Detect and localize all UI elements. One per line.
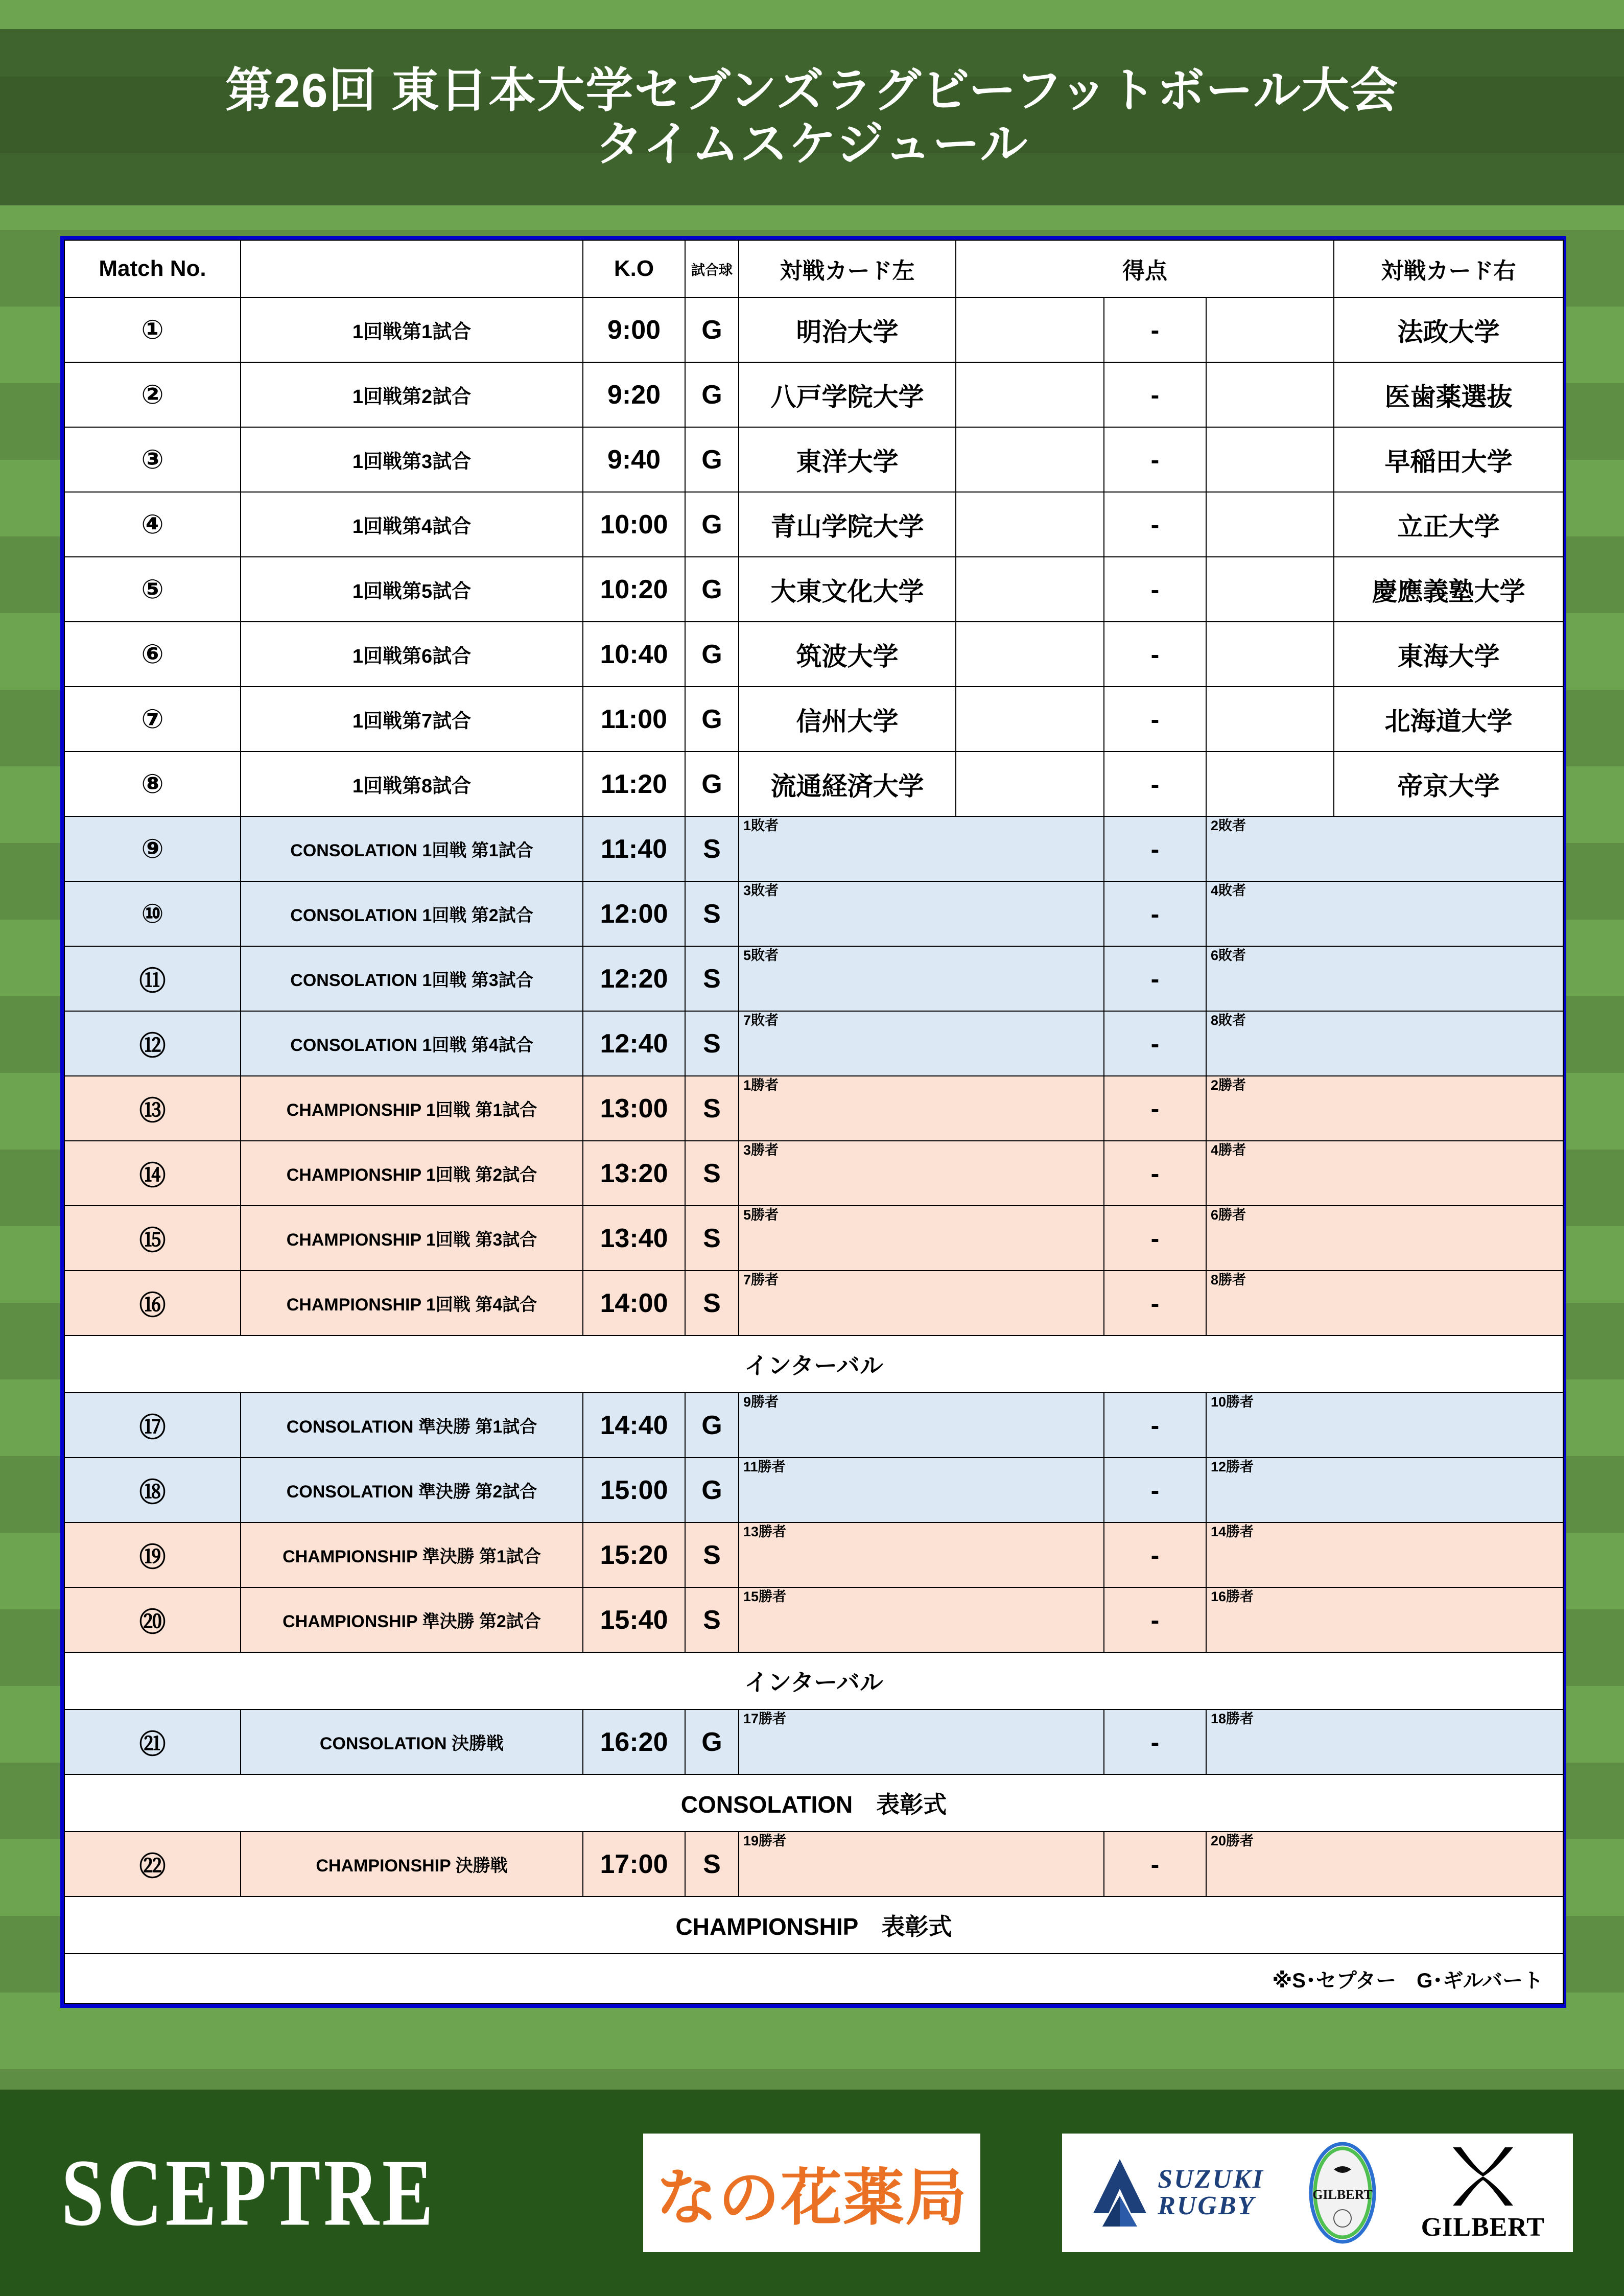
team-left-seed-cell (739, 946, 1104, 1011)
team-left-seed-cell (739, 1587, 1104, 1652)
score-right-cell (1206, 752, 1334, 816)
team-left-seed-label: 7勝者 (743, 1272, 779, 1287)
round-name-cell: CHAMPIONSHIP 準決勝 第1試合 (241, 1522, 583, 1587)
table-row (64, 1141, 1563, 1206)
team-right-seed-label: 12勝者 (1211, 1459, 1254, 1474)
round-name-cell: CHAMPIONSHIP 1回戦 第4試合 (241, 1271, 583, 1336)
table-body (64, 297, 1563, 2004)
schedule-table-container (60, 236, 1566, 2008)
team-right-seed-label: 2敗者 (1211, 818, 1246, 833)
team-right-seed-cell (1206, 1587, 1563, 1652)
score-right-cell (1206, 362, 1334, 427)
schedule-table (64, 240, 1564, 2004)
team-left-seed-label: 3敗者 (743, 883, 779, 898)
match-number-cell: ⑱ (64, 1458, 241, 1522)
team-left-cell: 明治大学 (739, 297, 956, 362)
round-name-cell: 1回戦第8試合 (241, 752, 583, 816)
table-row (64, 1458, 1563, 1522)
sponsor-logo-group-gilbert (1062, 2134, 1573, 2252)
team-right-seed-label: 16勝者 (1211, 1589, 1254, 1604)
team-left-seed-label: 1敗者 (743, 818, 779, 833)
kickoff-time-cell: 9:40 (583, 427, 685, 492)
team-right-seed-cell (1206, 1522, 1563, 1587)
table-row (64, 1587, 1563, 1652)
score-dash-cell: - (1104, 1206, 1206, 1271)
match-ball-cell: G (685, 687, 739, 752)
team-right-seed-label: 18勝者 (1211, 1711, 1254, 1726)
score-dash-cell: - (1104, 1011, 1206, 1076)
table-row (64, 297, 1563, 362)
match-ball-cell: S (685, 946, 739, 1011)
score-left-cell (956, 492, 1104, 557)
team-right-seed-label: 10勝者 (1211, 1394, 1254, 1410)
ball-brand-text: GILBERT (1312, 2187, 1373, 2202)
team-right-seed-cell (1206, 1141, 1563, 1206)
score-dash-cell: - (1104, 362, 1206, 427)
col-header-card-left: 対戦カード左 (739, 240, 956, 297)
team-left-cell: 東洋大学 (739, 427, 956, 492)
match-ball-cell: S (685, 816, 739, 881)
team-right-cell: 立正大学 (1334, 492, 1563, 557)
team-right-seed-label: 20勝者 (1211, 1833, 1254, 1848)
match-ball-cell: S (685, 1832, 739, 1896)
score-dash-cell: - (1104, 946, 1206, 1011)
kickoff-time-cell: 10:40 (583, 622, 685, 687)
kickoff-time-cell: 13:40 (583, 1206, 685, 1271)
col-header-card-right: 対戦カード右 (1334, 240, 1563, 297)
footnote-cell: ※S･セプター G･ギルバート (64, 1954, 1563, 2004)
score-dash-cell: - (1104, 557, 1206, 622)
score-dash-cell: - (1104, 1271, 1206, 1336)
score-dash-cell: - (1104, 687, 1206, 752)
score-left-cell (956, 557, 1104, 622)
header-row (64, 240, 1563, 297)
kickoff-time-cell: 10:00 (583, 492, 685, 557)
score-right-cell (1206, 622, 1334, 687)
team-left-seed-label: 5勝者 (743, 1207, 779, 1223)
col-header-score: 得点 (956, 240, 1334, 297)
score-dash-cell: - (1104, 1709, 1206, 1774)
round-name-cell: CONSOLATION 1回戦 第3試合 (241, 946, 583, 1011)
team-right-seed-cell (1206, 816, 1563, 881)
match-number-cell: ⑬ (64, 1076, 241, 1141)
kickoff-time-cell: 14:00 (583, 1271, 685, 1336)
table-row-span (64, 1896, 1563, 1954)
span-label-cell: CONSOLATION 表彰式 (64, 1774, 1563, 1832)
kickoff-time-cell: 11:00 (583, 687, 685, 752)
match-number-cell: ⑭ (64, 1141, 241, 1206)
round-name-cell: 1回戦第4試合 (241, 492, 583, 557)
team-right-seed-label: 4敗者 (1211, 883, 1246, 898)
match-number-cell: ③ (64, 427, 241, 492)
col-header-ball: 試合球 (685, 240, 739, 297)
kickoff-time-cell: 11:20 (583, 752, 685, 816)
team-right-seed-cell (1206, 1832, 1563, 1896)
rugby-ball-icon (1304, 2142, 1381, 2244)
team-left-seed-label: 17勝者 (743, 1711, 787, 1726)
round-name-cell: CONSOLATION 準決勝 第2試合 (241, 1458, 583, 1522)
page-title-band (0, 29, 1624, 205)
match-ball-cell: S (685, 1076, 739, 1141)
suzuki-line2: RUGBY (1158, 2191, 1256, 2220)
team-left-seed-label: 7敗者 (743, 1013, 779, 1028)
score-right-cell (1206, 492, 1334, 557)
table-row (64, 622, 1563, 687)
kickoff-time-cell: 17:00 (583, 1832, 685, 1896)
match-number-cell: ⑫ (64, 1011, 241, 1076)
team-right-seed-cell (1206, 1076, 1563, 1141)
match-ball-cell: G (685, 362, 739, 427)
sponsor-logo-suzuki-rugby (1090, 2152, 1264, 2234)
kickoff-time-cell: 15:00 (583, 1458, 685, 1522)
team-left-seed-cell (739, 1076, 1104, 1141)
match-number-cell: ⑳ (64, 1587, 241, 1652)
gilbert-rugby-ball-image (1304, 2142, 1381, 2244)
match-ball-cell: S (685, 1271, 739, 1336)
table-row (64, 1522, 1563, 1587)
kickoff-time-cell: 12:20 (583, 946, 685, 1011)
match-number-cell: ㉒ (64, 1832, 241, 1896)
col-header-round (241, 240, 583, 297)
match-ball-cell: G (685, 1393, 739, 1458)
match-ball-cell: G (685, 1709, 739, 1774)
suzuki-rugby-wordmark (1158, 2166, 1264, 2219)
score-left-cell (956, 362, 1104, 427)
kickoff-time-cell: 16:20 (583, 1709, 685, 1774)
score-left-cell (956, 297, 1104, 362)
team-right-seed-label: 6勝者 (1211, 1207, 1246, 1223)
table-row (64, 881, 1563, 946)
match-number-cell: ⑮ (64, 1206, 241, 1271)
table-row (64, 1011, 1563, 1076)
table-row (64, 492, 1563, 557)
round-name-cell: CHAMPIONSHIP 決勝戦 (241, 1832, 583, 1896)
table-row (64, 752, 1563, 816)
table-row-span (64, 1336, 1563, 1393)
team-left-cell: 大東文化大学 (739, 557, 956, 622)
score-dash-cell: - (1104, 622, 1206, 687)
match-ball-cell: S (685, 1522, 739, 1587)
team-right-seed-cell (1206, 1458, 1563, 1522)
team-left-seed-cell (739, 1522, 1104, 1587)
kickoff-time-cell: 14:40 (583, 1393, 685, 1458)
match-ball-cell: S (685, 1206, 739, 1271)
score-dash-cell: - (1104, 1458, 1206, 1522)
score-right-cell (1206, 427, 1334, 492)
team-left-seed-cell (739, 1011, 1104, 1076)
match-ball-cell: S (685, 1011, 739, 1076)
page-title-line2: タイムスケジュール (595, 117, 1029, 171)
kickoff-time-cell: 10:20 (583, 557, 685, 622)
round-name-cell: CONSOLATION 1回戦 第4試合 (241, 1011, 583, 1076)
team-right-cell: 帝京大学 (1334, 752, 1563, 816)
table-footnote-row (64, 1954, 1563, 2004)
team-right-seed-label: 2勝者 (1211, 1077, 1246, 1093)
sponsor-logo-sceptre: SCEPTRE (61, 2140, 436, 2246)
team-left-cell: 筑波大学 (739, 622, 956, 687)
round-name-cell: 1回戦第3試合 (241, 427, 583, 492)
match-number-cell: ㉑ (64, 1709, 241, 1774)
score-dash-cell: - (1104, 1076, 1206, 1141)
match-ball-cell: G (685, 1458, 739, 1522)
team-right-seed-cell (1206, 1206, 1563, 1271)
score-dash-cell: - (1104, 427, 1206, 492)
team-left-seed-label: 13勝者 (743, 1524, 787, 1539)
team-right-seed-label: 8敗者 (1211, 1013, 1246, 1028)
round-name-cell: 1回戦第6試合 (241, 622, 583, 687)
score-right-cell (1206, 557, 1334, 622)
score-dash-cell: - (1104, 881, 1206, 946)
table-row (64, 1393, 1563, 1458)
suzuki-line1: SUZUKI (1158, 2165, 1264, 2194)
round-name-cell: CONSOLATION 1回戦 第2試合 (241, 881, 583, 946)
round-name-cell: CHAMPIONSHIP 準決勝 第2試合 (241, 1587, 583, 1652)
match-number-cell: ⑰ (64, 1393, 241, 1458)
team-right-seed-cell (1206, 881, 1563, 946)
team-left-seed-cell (739, 1393, 1104, 1458)
sponsor-logo-nanohana (643, 2134, 980, 2252)
match-number-cell: ⑨ (64, 816, 241, 881)
score-dash-cell: - (1104, 1393, 1206, 1458)
round-name-cell: CHAMPIONSHIP 1回戦 第1試合 (241, 1076, 583, 1141)
team-right-seed-label: 4勝者 (1211, 1142, 1246, 1158)
team-right-cell: 北海道大学 (1334, 687, 1563, 752)
match-ball-cell: G (685, 752, 739, 816)
team-right-seed-cell (1206, 1011, 1563, 1076)
match-number-cell: ② (64, 362, 241, 427)
team-left-seed-label: 5敗者 (743, 948, 779, 963)
col-header-kickoff: K.O (583, 240, 685, 297)
score-dash-cell: - (1104, 492, 1206, 557)
team-right-seed-label: 14勝者 (1211, 1524, 1254, 1539)
match-number-cell: ⑥ (64, 622, 241, 687)
table-row (64, 946, 1563, 1011)
span-label-cell: CHAMPIONSHIP 表彰式 (64, 1896, 1563, 1954)
sponsor-footer (0, 2090, 1624, 2296)
sponsor-row (0, 2134, 1624, 2252)
team-left-seed-cell (739, 816, 1104, 881)
team-right-seed-cell (1206, 946, 1563, 1011)
round-name-cell: CONSOLATION 準決勝 第1試合 (241, 1393, 583, 1458)
score-dash-cell: - (1104, 1141, 1206, 1206)
table-row (64, 687, 1563, 752)
round-name-cell: CONSOLATION 1回戦 第1試合 (241, 816, 583, 881)
team-right-cell: 医歯薬選抜 (1334, 362, 1563, 427)
table-header (64, 240, 1563, 297)
round-name-cell: CHAMPIONSHIP 1回戦 第2試合 (241, 1141, 583, 1206)
team-left-seed-label: 1勝者 (743, 1077, 779, 1093)
table-row (64, 816, 1563, 881)
team-left-seed-label: 9勝者 (743, 1394, 779, 1410)
kickoff-time-cell: 13:20 (583, 1141, 685, 1206)
team-right-cell: 慶應義塾大学 (1334, 557, 1563, 622)
span-label-cell: インターバル (64, 1336, 1563, 1393)
col-header-match-no: Match No. (64, 240, 241, 297)
score-right-cell (1206, 297, 1334, 362)
table-row (64, 1709, 1563, 1774)
team-left-cell: 八戸学院大学 (739, 362, 956, 427)
team-left-seed-cell (739, 1141, 1104, 1206)
sponsor-nanohana-text: なの花薬局 (656, 2163, 968, 2234)
score-right-cell (1206, 687, 1334, 752)
team-left-cell: 流通経済大学 (739, 752, 956, 816)
table-row-span (64, 1774, 1563, 1832)
round-name-cell: 1回戦第1試合 (241, 297, 583, 362)
team-right-seed-cell (1206, 1393, 1563, 1458)
team-left-cell: 信州大学 (739, 687, 956, 752)
table-row (64, 1076, 1563, 1141)
match-number-cell: ④ (64, 492, 241, 557)
team-right-seed-label: 6敗者 (1211, 948, 1246, 963)
table-row (64, 362, 1563, 427)
match-ball-cell: S (685, 1587, 739, 1652)
match-number-cell: ⑧ (64, 752, 241, 816)
team-left-seed-cell (739, 1206, 1104, 1271)
kickoff-time-cell: 15:20 (583, 1522, 685, 1587)
page-title-line1: 第26回 東日本大学セブンズラグビーフットボール大会 (225, 64, 1399, 118)
kickoff-time-cell: 12:40 (583, 1011, 685, 1076)
team-left-seed-label: 3勝者 (743, 1142, 779, 1158)
score-dash-cell: - (1104, 1522, 1206, 1587)
team-right-seed-label: 8勝者 (1211, 1272, 1246, 1287)
table-row (64, 1271, 1563, 1336)
kickoff-time-cell: 11:40 (583, 816, 685, 881)
kickoff-time-cell: 12:00 (583, 881, 685, 946)
match-ball-cell: G (685, 297, 739, 362)
score-dash-cell: - (1104, 816, 1206, 881)
team-left-cell: 青山学院大学 (739, 492, 956, 557)
score-dash-cell: - (1104, 297, 1206, 362)
score-dash-cell: - (1104, 1587, 1206, 1652)
match-number-cell: ⑩ (64, 881, 241, 946)
round-name-cell: 1回戦第7試合 (241, 687, 583, 752)
match-ball-cell: S (685, 1141, 739, 1206)
team-left-seed-label: 19勝者 (743, 1833, 787, 1848)
team-left-seed-label: 15勝者 (743, 1589, 787, 1604)
score-left-cell (956, 687, 1104, 752)
team-left-seed-cell (739, 1709, 1104, 1774)
round-name-cell: 1回戦第5試合 (241, 557, 583, 622)
team-right-cell: 早稲田大学 (1334, 427, 1563, 492)
team-right-cell: 法政大学 (1334, 297, 1563, 362)
team-left-seed-cell (739, 1832, 1104, 1896)
match-ball-cell: G (685, 557, 739, 622)
team-right-cell: 東海大学 (1334, 622, 1563, 687)
match-number-cell: ⑲ (64, 1522, 241, 1587)
score-dash-cell: - (1104, 752, 1206, 816)
table-row (64, 557, 1563, 622)
gilbert-wordmark: GILBERT (1421, 2213, 1545, 2242)
match-number-cell: ① (64, 297, 241, 362)
match-number-cell: ⑪ (64, 946, 241, 1011)
round-name-cell: CONSOLATION 決勝戦 (241, 1709, 583, 1774)
score-left-cell (956, 752, 1104, 816)
team-left-seed-label: 11勝者 (743, 1459, 786, 1474)
score-left-cell (956, 427, 1104, 492)
team-left-seed-cell (739, 881, 1104, 946)
table-row-span (64, 1652, 1563, 1709)
table-row (64, 1206, 1563, 1271)
table-row (64, 1832, 1563, 1896)
match-ball-cell: S (685, 881, 739, 946)
team-left-seed-cell (739, 1271, 1104, 1336)
kickoff-time-cell: 9:20 (583, 362, 685, 427)
suzuki-triangle-icon (1090, 2152, 1151, 2234)
kickoff-time-cell: 15:40 (583, 1587, 685, 1652)
match-ball-cell: G (685, 427, 739, 492)
round-name-cell: 1回戦第2試合 (241, 362, 583, 427)
match-number-cell: ⑤ (64, 557, 241, 622)
round-name-cell: CHAMPIONSHIP 1回戦 第3試合 (241, 1206, 583, 1271)
kickoff-time-cell: 9:00 (583, 297, 685, 362)
kickoff-time-cell: 13:00 (583, 1076, 685, 1141)
match-number-cell: ⑯ (64, 1271, 241, 1336)
team-right-seed-cell (1206, 1271, 1563, 1336)
match-ball-cell: G (685, 492, 739, 557)
span-label-cell: インターバル (64, 1652, 1563, 1709)
score-left-cell (956, 622, 1104, 687)
gilbert-x-icon (1445, 2143, 1521, 2210)
team-left-seed-cell (739, 1458, 1104, 1522)
match-number-cell: ⑦ (64, 687, 241, 752)
sponsor-logo-gilbert (1421, 2143, 1545, 2242)
team-right-seed-cell (1206, 1709, 1563, 1774)
match-ball-cell: G (685, 622, 739, 687)
table-row (64, 427, 1563, 492)
score-dash-cell: - (1104, 1832, 1206, 1896)
